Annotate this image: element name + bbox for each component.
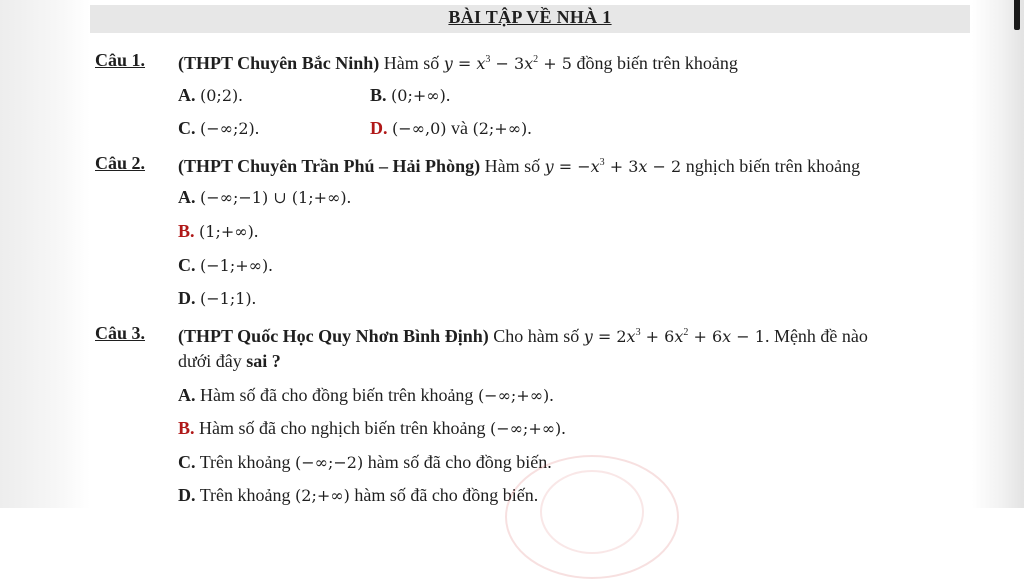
stem-text: Cho hàm số — [493, 326, 580, 346]
option-1a — [178, 84, 243, 107]
option-tail: . — [445, 85, 451, 105]
option-math: (−∞,0) — [392, 119, 447, 138]
option-math: (2;+∞) — [295, 486, 350, 505]
question-2 — [95, 152, 145, 174]
equation-term: x — [674, 327, 684, 346]
equation-op: − 3 — [490, 54, 525, 73]
option-letter: A. — [178, 385, 196, 405]
question-source: (THPT Chuyên Trần Phú – Hải Phòng) — [178, 156, 481, 176]
equation-op: − 2 — [647, 157, 682, 176]
option-text: Trên khoảng — [199, 485, 291, 505]
option-math: (1;+∞) — [199, 222, 254, 241]
equation-exponent: 3 — [485, 54, 491, 65]
option-tail: . — [268, 255, 273, 275]
option-math: (−∞;−2) — [295, 453, 364, 472]
question-3 — [95, 322, 145, 344]
stem-text: nghịch biến trên khoảng — [685, 156, 861, 176]
equation-eq: = − — [553, 157, 591, 176]
equation-eq: = — [452, 54, 477, 73]
option-letter: C. — [178, 255, 196, 275]
option-math: (0;+∞) — [391, 86, 446, 105]
equation-exponent: 2 — [683, 327, 689, 338]
option-letter: A. — [178, 187, 196, 207]
stem-text: Hàm số — [383, 53, 440, 73]
option-2c — [178, 254, 273, 277]
option-math: (−1;1) — [200, 289, 252, 308]
equation-term: x — [638, 157, 648, 176]
question-source: (THPT Quốc Học Quy Nhơn Bình Định) — [178, 326, 489, 346]
question-number: Câu 1. — [95, 50, 146, 70]
option-tail: . — [549, 385, 554, 405]
option-tail: . — [561, 418, 566, 438]
option-2b — [178, 220, 258, 243]
option-2d — [178, 287, 256, 310]
option-tail: . — [253, 221, 259, 241]
question-number: Câu 3. — [95, 323, 146, 343]
equation-term: x — [476, 54, 486, 73]
option-math: (0;2) — [200, 86, 239, 105]
stem-text: đồng biến trên khoảng — [576, 53, 738, 73]
option-letter: C. — [178, 118, 196, 138]
option-letter: A. — [178, 85, 196, 105]
equation-op: + 6 — [688, 327, 723, 346]
option-tail: . — [254, 118, 260, 138]
option-text: hàm số đã cho đồng biến. — [367, 452, 552, 472]
page-title: BÀI TẬP VỀ NHÀ 1 — [448, 7, 612, 27]
question-3-stem: (THPT Quốc Học Quy Nhơn Bình Định) Cho hàm số $y = 2x^3 + 6x^2 + 6x - 1$. Mệnh đề nào — [178, 326, 868, 346]
page-right-shadow — [972, 0, 1024, 508]
option-3d — [178, 484, 538, 507]
equation-exponent: 3 — [635, 327, 641, 338]
equation-op: + 6 — [640, 327, 675, 346]
question-3-stem-line2 — [178, 350, 281, 372]
option-1c — [178, 117, 259, 140]
equation-term: x — [626, 327, 636, 346]
equation-lhs: y — [583, 327, 593, 346]
option-text: Hàm số đã cho nghịch biến trên khoảng — [199, 418, 486, 438]
option-3c — [178, 451, 552, 474]
equation-term: x — [524, 54, 534, 73]
stem-text: dưới đây — [178, 351, 242, 371]
equation-op: + 5 — [538, 54, 572, 73]
question-number: Câu 2. — [95, 153, 146, 173]
option-letter: D. — [178, 288, 196, 308]
stem-text: Mệnh đề nào — [773, 326, 868, 346]
option-tail: . — [527, 118, 532, 138]
option-2a — [178, 186, 351, 209]
option-letter: B. — [178, 221, 195, 241]
option-3a — [178, 384, 554, 407]
option-math: (2;+∞) — [472, 119, 528, 138]
question-1-stem — [178, 49, 738, 75]
option-letter: D. — [178, 485, 196, 505]
option-1d — [370, 117, 532, 140]
page-left-shadow — [0, 0, 90, 508]
equation-term: x — [590, 157, 600, 176]
stem-emphasis: sai ? — [246, 351, 281, 371]
option-text: hàm số đã cho đồng biến. — [354, 485, 539, 505]
option-math: (−∞;2) — [200, 119, 255, 138]
option-text: Trên khoảng — [199, 452, 291, 472]
equation-op: − 1 — [731, 327, 765, 346]
option-text: và — [450, 118, 468, 138]
option-math: (−∞;+∞) — [477, 386, 550, 405]
option-letter: B. — [178, 418, 195, 438]
equation-lhs: y — [544, 157, 554, 176]
option-math: (−∞;−1) ∪ (1;+∞) — [200, 188, 347, 207]
option-math: (−1;+∞) — [200, 256, 269, 275]
option-tail: . — [346, 187, 352, 207]
equation-exponent: 2 — [533, 54, 539, 65]
option-letter: B. — [370, 85, 387, 105]
option-1b — [370, 84, 450, 107]
option-letter: D. — [370, 118, 388, 138]
watermark-stamp-inner — [540, 470, 644, 554]
option-text: Hàm số đã cho đồng biến trên khoảng — [200, 385, 474, 405]
option-3b — [178, 417, 566, 440]
equation-op: + 3 — [604, 157, 639, 176]
stem-text: Hàm số — [484, 156, 541, 176]
option-tail: . — [238, 85, 243, 105]
edge-mark — [1014, 0, 1020, 30]
option-tail: . — [251, 288, 257, 308]
option-math: (−∞;+∞) — [489, 419, 562, 438]
option-letter: C. — [178, 452, 196, 472]
equation-term: x — [722, 327, 732, 346]
question-1 — [95, 49, 145, 71]
question-source: (THPT Chuyên Bắc Ninh) — [178, 53, 380, 73]
equation-eq: = 2 — [592, 327, 627, 346]
equation-exponent: 3 — [599, 157, 605, 168]
question-2-stem — [178, 152, 860, 178]
equation-lhs: y — [443, 54, 453, 73]
